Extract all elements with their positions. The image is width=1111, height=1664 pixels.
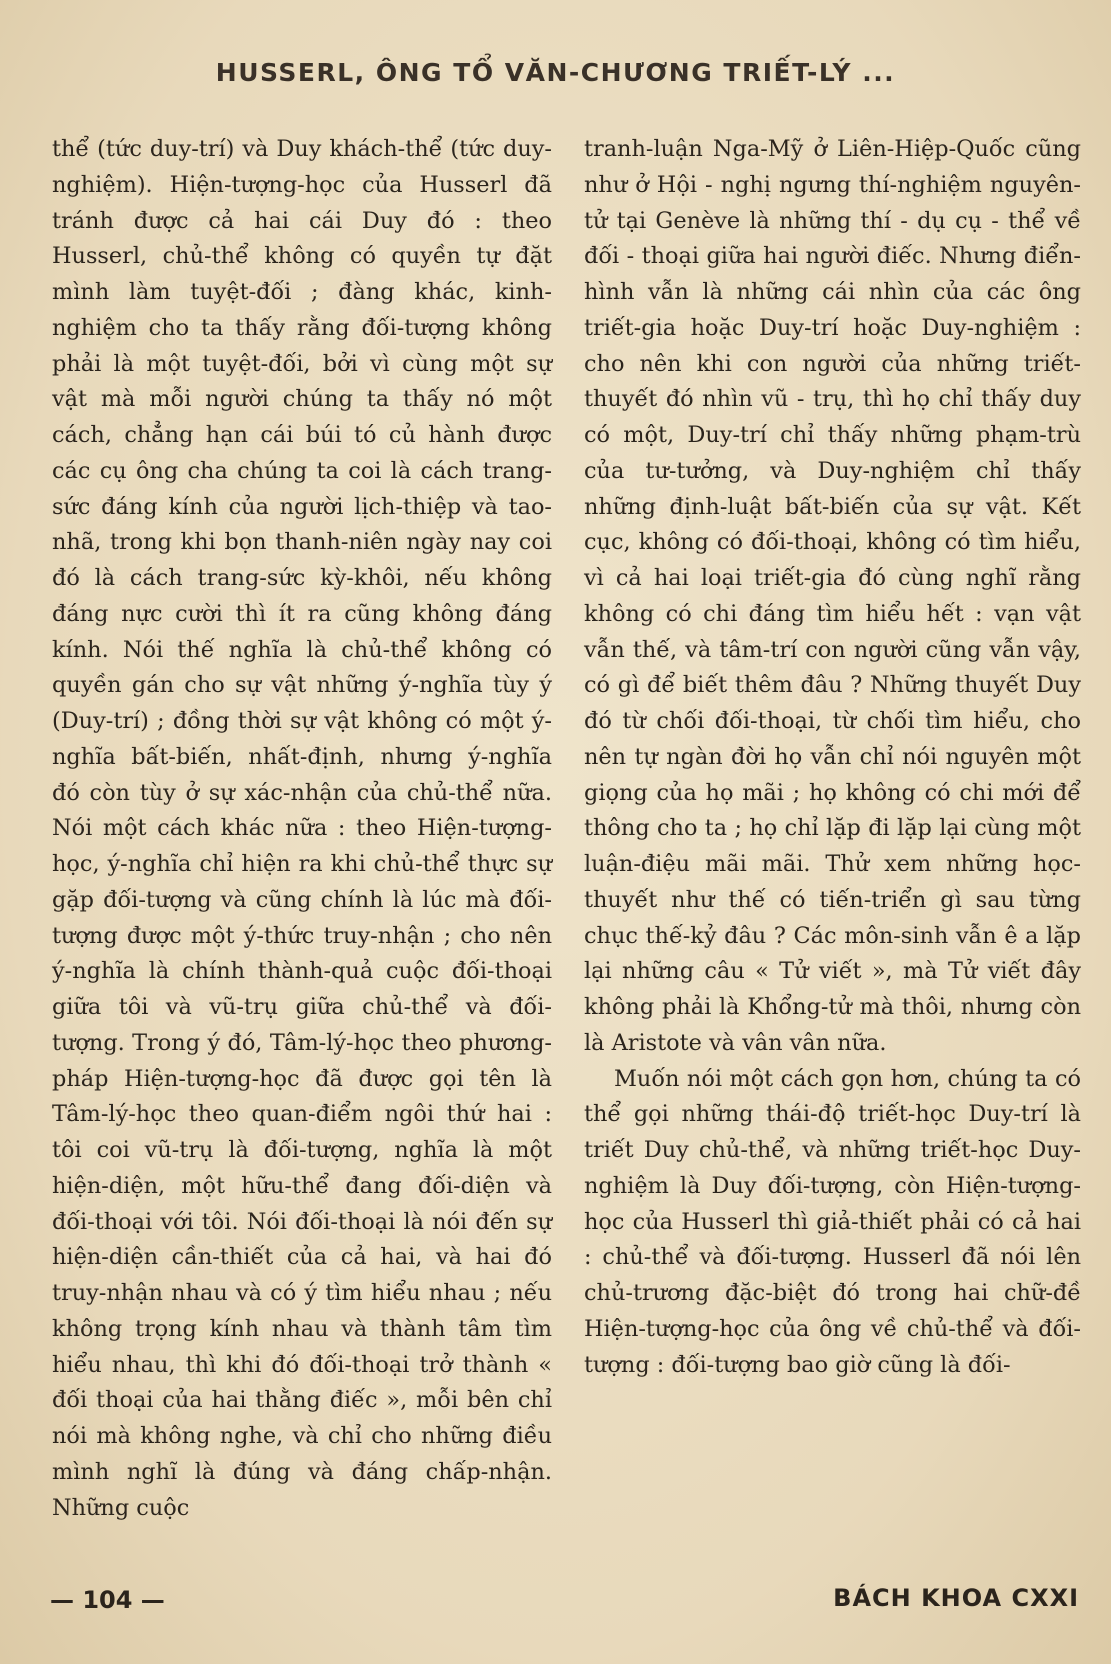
publication-name: BÁCH KHOA CXXI bbox=[833, 1584, 1079, 1612]
body-paragraph: Muốn nói một cách gọn hơn, chúng ta có thể gọi những thái-độ triết-học Duy-trí là triết Duy chủ-thể, và những triết-học Duy-nghiệm là Duy đối-tượng, còn Hiện-tượng-học của Husserl thì giả-thiết phải có cả hai : chủ-thể và đối-tượng. Husserl đã nói lên chủ-trương đặc-biệt đó trong hai chữ-đề Hiện-tượng-học của ông về chủ-thể và đối-tượng : đối-tượng bao giờ cũng là đối- bbox=[584, 1065, 1081, 1378]
body-paragraph: tranh-luận Nga-Mỹ ở Liên-Hiệp-Quốc cũng như ở Hội - nghị ngưng thí-nghiệm nguyên-tử tại Genève là những thí - dụ cụ - thể về đối - thoại giữa hai người điếc. Nhưng điển-hình vẫn là những cái nhìn của các ông triết-gia hoặc Duy-trí hoặc Duy-nghiệm : cho nên khi con người của những triết-thuyết đó nhìn vũ - trụ, thì họ chỉ thấy duy có một, Duy-trí chỉ thấy những phạm-trù của tư-tưởng, và Duy-nghiệm chỉ thấy những định-luật bất-biến của sự vật. Kết cục, không có đối-thoại, không có tìm hiểu, vì cả hai loại triết-gia đó cùng nghĩ rằng không có chi đáng tìm hiểu hết : vạn vật vẫn thế, và tâm-trí con người cũng vẫn vậy, có gì để biết thêm đâu ? Những thuyết Duy đó từ chối đối-thoại, từ chối tìm hiểu, cho nên tự ngàn đời họ vẫn chỉ nói nguyên một giọng của họ mãi ; họ không có chi mới để thông cho ta ; họ chỉ lặp đi lặp lại cùng một luận-điệu mãi mãi. Thử xem những học-thuyết như thế có tiến-triển gì sau từng chục thế-kỷ đâu ? Các môn-sinh vẫn ê a lặp lại những câu « Tử viết », mà Tử viết đây không phải là Khổng-tử mà thôi, nhưng còn là Aristote và vân vân nữa. bbox=[584, 136, 1081, 1056]
page-number: — 104 — bbox=[50, 1586, 165, 1614]
body-paragraph: thể (tức duy-trí) và Duy khách-thể (tức duy-nghiệm). Hiện-tượng-học của Husserl đã tránh được cả hai cái Duy đó : theo Husserl, chủ-thể không có quyền tự đặt mình làm tuyệt-đối ; đàng khác, kinh-nghiệm cho ta thấy rằng đối-tượng không phải là một tuyệt-đối, bởi vì cùng một sự vật mà mỗi người chúng ta thấy nó một cách, chẳng hạn cái búi tó củ hành được các cụ ông cha chúng ta coi là cách trang-sức đáng kính của người lịch-thiệp và tao-nhã, trong khi bọn thanh-niên ngày nay coi đó là cách trang-sức kỳ-khôi, nếu không đáng nực cười thì ít ra cũng không đáng kính. Nói thế nghĩa là chủ-thể không có quyền gán cho sự vật những ý-nghĩa tùy ý (Duy-trí) ; đồng thời sự vật không có một ý-nghĩa bất-biến, nhất-định, nhưng ý-nghĩa đó còn tùy ở sự xác-nhận của chủ-thể nữa. Nói một cách khác nữa : theo Hiện-tượng-học, ý-nghĩa chỉ hiện ra khi chủ-thể thực sự gặp đối-tượng và cũng chính là lúc mà đối-tượng được một ý-thức truy-nhận ; cho nên ý-nghĩa là chính thành-quả cuộc đối-thoại giữa tôi và vũ-trụ giữa chủ-thể và đối-tượng. Trong ý đó, Tâm-lý-học theo phương-pháp Hiện-tượng-học đã được gọi tên là Tâm-lý-học theo quan-điểm ngôi thứ hai : tôi coi vũ-trụ là đối-tượng, nghĩa là một hiện-diện, một hữu-thể đang đối-diện và đối-thoại với tôi. Nói đối-thoại là nói đến sự hiện-diện cần-thiết của cả hai, và hai đó truy-nhận nhau và có ý tìm hiểu nhau ; nếu không trọng kính nhau và thành tâm tìm hiểu nhau, thì khi đó đối-thoại trở thành « đối thoại của hai thằng điếc », mỗi bên chỉ nói mà không nghe, và chỉ cho những điều mình nghĩ là đúng và đáng chấp-nhận. Những cuộc bbox=[52, 136, 552, 1521]
text-column-left bbox=[52, 132, 552, 1526]
running-title: HUSSERL, ÔNG TỔ VĂN-CHƯƠNG TRIẾT-LÝ ... bbox=[215, 58, 896, 87]
text-column-right bbox=[584, 132, 1081, 1383]
